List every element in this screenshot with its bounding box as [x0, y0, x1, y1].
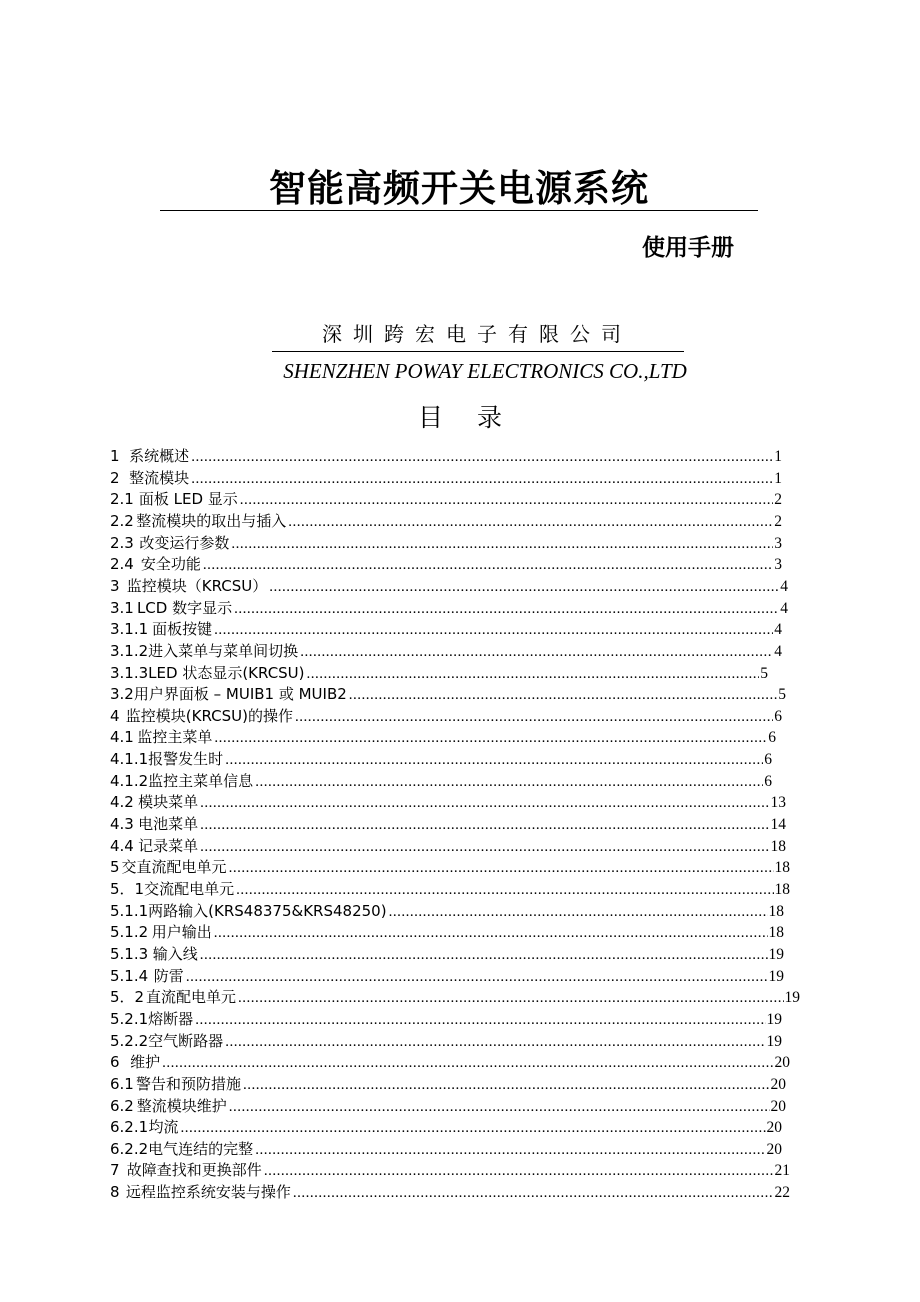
toc-entry-title: 监控主菜单信息 — [148, 771, 254, 790]
toc-entry-number: 6.1 — [110, 1074, 134, 1093]
toc-entry-number: 6.2.2 — [110, 1139, 149, 1158]
toc-entry[interactable] — [110, 684, 786, 706]
toc-dot-leader — [225, 750, 763, 772]
toc-entry[interactable] — [110, 619, 782, 641]
toc-dot-leader — [240, 490, 773, 512]
title-underline — [160, 210, 758, 211]
toc-entry-page: 18 — [770, 837, 786, 855]
toc-entry[interactable] — [110, 489, 782, 511]
toc-entry-page: 18 — [768, 924, 784, 942]
toc-entry-number: 5．1 — [110, 880, 145, 898]
toc-entry-page: 20 — [770, 1097, 786, 1115]
toc-dot-leader — [255, 772, 763, 794]
toc-entry[interactable] — [110, 857, 790, 879]
toc-dot-leader — [195, 1010, 765, 1032]
toc-dot-leader — [200, 815, 769, 837]
toc-entry-title: 两路输入(KRS48375&KRS48250) — [148, 901, 387, 920]
toc-dot-leader — [214, 728, 767, 750]
toc-entry-number: 5.1.3 — [110, 944, 149, 963]
toc-entry-number: 4.1 — [110, 728, 134, 747]
toc-entry-title: 故障查找和更换部件 — [126, 1161, 262, 1180]
toc-dot-leader — [191, 447, 773, 469]
toc-dot-leader — [236, 880, 773, 902]
toc-entry-page: 2 — [774, 491, 782, 509]
toc-entry-title: 整流模块的取出与插入 — [136, 511, 287, 530]
toc-entry-page: 4 — [780, 599, 788, 617]
toc-dot-leader — [200, 837, 769, 859]
toc-entry-page: 2 — [774, 512, 782, 530]
toc-entry-page: 19 — [766, 1010, 782, 1028]
toc-entry-number: 3.1 — [110, 598, 134, 617]
toc-entry-title: 监控主菜单 — [137, 728, 213, 747]
toc-entry-number: 4.3 — [110, 815, 134, 834]
toc-entry-page: 1 — [774, 448, 782, 465]
toc-entry-number: 5.1.1 — [110, 901, 149, 920]
toc-entry-page: 20 — [770, 1075, 786, 1093]
toc-entry-page: 4 — [774, 621, 782, 639]
toc-entry-page: 6 — [764, 772, 772, 790]
toc-entry[interactable] — [110, 1009, 782, 1031]
toc-entry-title: 电池菜单 — [138, 815, 199, 834]
toc-entry-title: 防雷 — [153, 966, 184, 985]
toc-entry[interactable] — [110, 1074, 786, 1096]
toc-entry[interactable] — [110, 922, 784, 944]
toc-entry[interactable] — [110, 554, 782, 576]
toc-entry-title: 监控模块(KRCSU)的操作 — [125, 706, 293, 725]
toc-entry-number: 6.2.1 — [110, 1118, 149, 1137]
toc-entry[interactable] — [110, 576, 788, 598]
toc-entry-page: 19 — [766, 1032, 782, 1050]
toc-entry-title: 进入菜单与菜单间切换 — [148, 641, 299, 660]
toc-entry-number: 3.1.1 — [110, 620, 149, 639]
toc-entry[interactable] — [110, 879, 790, 901]
toc-dot-leader — [200, 945, 768, 967]
toc-dot-leader — [234, 599, 779, 621]
toc-entry-title: 警告和预防措施 — [136, 1074, 242, 1093]
toc-entry-number: 5 — [110, 858, 120, 877]
toc-dot-leader — [186, 967, 768, 989]
toc-entry-page: 6 — [774, 707, 782, 725]
toc-entry[interactable] — [110, 1182, 790, 1204]
toc-entry-number: 4.4 — [110, 836, 134, 855]
toc-entry-title: 交直流配电单元 — [121, 858, 227, 877]
toc-entry-title: 整流模块 — [129, 468, 190, 487]
toc-entry-page: 5 — [760, 664, 768, 682]
toc-dot-leader — [300, 642, 773, 664]
toc-entry[interactable] — [110, 641, 782, 663]
toc-entry-title: LCD 数字显示 — [136, 598, 233, 617]
toc-entry[interactable] — [110, 771, 772, 793]
document-subtitle: 使用手册 — [642, 235, 734, 261]
toc-entry-page: 20 — [766, 1119, 782, 1137]
toc-dot-leader — [349, 685, 777, 707]
toc-dot-leader — [191, 469, 773, 491]
toc-entry-title: 电气连结的完整 — [148, 1139, 254, 1158]
toc-entry-page: 20 — [766, 1140, 782, 1158]
toc-dot-leader — [307, 664, 760, 686]
company-underline — [272, 351, 684, 352]
toc-entry-number: 6 — [110, 1053, 120, 1072]
toc-dot-leader — [162, 1053, 773, 1075]
toc-entry[interactable] — [110, 1031, 782, 1053]
toc-entry[interactable] — [110, 792, 786, 814]
toc-dot-leader — [238, 988, 784, 1010]
toc-entry-page: 3 — [774, 534, 782, 552]
toc-entry-number: 4.1.1 — [110, 750, 149, 769]
toc-entry-page: 18 — [774, 881, 790, 898]
toc-entry-page: 19 — [784, 989, 800, 1007]
toc-entry-page: 22 — [774, 1184, 790, 1202]
toc-entry-number: 4.2 — [110, 793, 134, 812]
company-name-chinese: 深圳跨宏电子有限公司 — [322, 322, 632, 346]
toc-entry-page: 19 — [768, 945, 784, 963]
toc-entry[interactable] — [110, 944, 784, 966]
toc-entry-title: 模块菜单 — [138, 793, 199, 812]
toc-entry-title: LED 状态显示(KRCSU) — [148, 663, 305, 682]
toc-entry[interactable] — [110, 814, 786, 836]
document-title: 智能高频开关电源系统 — [269, 167, 649, 210]
toc-entry-page: 21 — [774, 1162, 790, 1180]
toc-entry-page: 6 — [764, 751, 772, 769]
toc-entry-page: 20 — [774, 1054, 790, 1072]
toc-entry-number: 2.1 — [110, 490, 134, 509]
toc-entry-page: 4 — [774, 642, 782, 660]
toc-entry[interactable] — [110, 446, 782, 468]
toc-entry-title: 改变运行参数 — [139, 533, 230, 552]
toc-entry-title: 远程监控系统安装与操作 — [125, 1183, 291, 1202]
toc-dot-leader — [269, 577, 779, 599]
toc-entry[interactable] — [110, 1096, 786, 1118]
toc-entry-page: 14 — [770, 816, 786, 834]
toc-dot-leader — [295, 707, 773, 729]
toc-entry[interactable] — [110, 663, 768, 685]
toc-entry-page: 3 — [774, 556, 782, 574]
toc-dot-leader — [200, 793, 769, 815]
toc-entry-number: 4.1.2 — [110, 771, 149, 790]
toc-dot-leader — [255, 1140, 765, 1162]
toc-entry-title: 直流配电单元 — [145, 988, 236, 1007]
toc-entry-number: 2.3 — [110, 533, 134, 552]
toc-entry-page: 6 — [768, 729, 776, 747]
toc-entry-number: 5.1.2 — [110, 923, 149, 942]
toc-entry-number: 3.1.3 — [110, 663, 149, 682]
toc-entry[interactable] — [110, 987, 800, 1009]
toc-entry-title: 熔断器 — [148, 1009, 194, 1028]
toc-entry-number: 2.2 — [110, 511, 134, 530]
toc-entry-number: 5.2.2 — [110, 1031, 149, 1050]
toc-entry-title: 面板 LED 显示 — [138, 490, 238, 509]
toc-dot-leader — [389, 902, 768, 924]
toc-entry-number: 2.4 — [110, 555, 134, 574]
toc-dot-leader — [214, 620, 773, 642]
toc-entry-page: 5 — [778, 686, 786, 704]
toc-entry[interactable] — [110, 727, 776, 749]
toc-entry[interactable] — [110, 749, 772, 771]
toc-entry-title: 维护 — [130, 1053, 161, 1072]
toc-entry-title: 系统概述 — [129, 447, 190, 465]
toc-entry-number: 2 — [110, 468, 120, 487]
toc-entry-number: 4 — [110, 706, 120, 725]
toc-entry-number: 3.1.2 — [110, 641, 149, 660]
toc-entry-title: 整流模块维护 — [136, 1096, 227, 1115]
toc-entry-page: 18 — [768, 902, 784, 920]
toc-entry[interactable] — [110, 966, 784, 988]
toc-entry-page: 1 — [774, 469, 782, 487]
toc-entry-number: 6.2 — [110, 1096, 134, 1115]
toc-entry-title: 面板按键 — [152, 620, 213, 639]
toc-dot-leader — [293, 1183, 774, 1205]
toc-entry-number: 5.1.4 — [110, 966, 149, 985]
toc-entry[interactable] — [110, 533, 782, 555]
toc-entry[interactable] — [110, 1160, 790, 1182]
toc-dot-leader — [229, 1097, 770, 1119]
toc-entry-page: 13 — [770, 794, 786, 812]
toc-entry[interactable] — [110, 468, 782, 490]
toc-entry-title: 输入线 — [152, 944, 198, 963]
toc-entry-title: 报警发生时 — [148, 750, 224, 769]
toc-entry-title: 用户输出 — [151, 923, 212, 942]
toc-entry-page: 4 — [780, 577, 788, 595]
toc-entry[interactable] — [110, 1052, 790, 1074]
toc-entry-number: 7 — [110, 1161, 120, 1180]
toc-dot-leader — [231, 534, 773, 556]
toc-entry[interactable] — [110, 1139, 782, 1161]
toc-entry-page: 18 — [774, 859, 790, 877]
toc-dot-leader — [243, 1075, 769, 1097]
toc-entry-title: 均流 — [148, 1118, 179, 1137]
toc-entry-number: 5.2.1 — [110, 1009, 149, 1028]
toc-dot-leader — [264, 1161, 774, 1183]
toc-entry-title: 用户界面板 – MUIB1 或 MUIB2 — [133, 685, 347, 704]
toc-entry-number: 1 — [110, 447, 120, 465]
toc-dot-leader — [225, 1032, 765, 1054]
toc-entry[interactable] — [110, 836, 786, 858]
toc-dot-leader — [214, 923, 768, 945]
toc-entry[interactable] — [110, 706, 782, 728]
toc-entry-title: 安全功能 — [140, 555, 201, 574]
toc-entry-page: 19 — [768, 967, 784, 985]
toc-entry-title: 空气断路器 — [148, 1031, 224, 1050]
toc-entry[interactable] — [110, 598, 788, 620]
toc-dot-leader — [229, 858, 774, 880]
toc-entry-number: 3 — [110, 576, 120, 595]
toc-entry[interactable] — [110, 901, 784, 923]
toc-entry-title: 监控模块（KRCSU） — [126, 576, 268, 595]
toc-entry[interactable] — [110, 511, 782, 533]
company-name-english: SHENZHEN POWAY ELECTRONICS CO.,LTD — [283, 359, 687, 383]
toc-heading: 目录 — [417, 403, 536, 432]
toc-dot-leader — [288, 512, 773, 534]
toc-entry[interactable] — [110, 1117, 782, 1139]
toc-entry-title: 交流配电单元 — [144, 880, 235, 898]
toc-entry-title: 记录菜单 — [138, 836, 199, 855]
toc-entry-number: 5．2 — [110, 988, 145, 1007]
toc-dot-leader — [181, 1118, 766, 1140]
toc-entry-number: 3.2 — [110, 685, 134, 704]
toc-entry-number: 8 — [110, 1183, 120, 1202]
toc-dot-leader — [203, 555, 773, 577]
